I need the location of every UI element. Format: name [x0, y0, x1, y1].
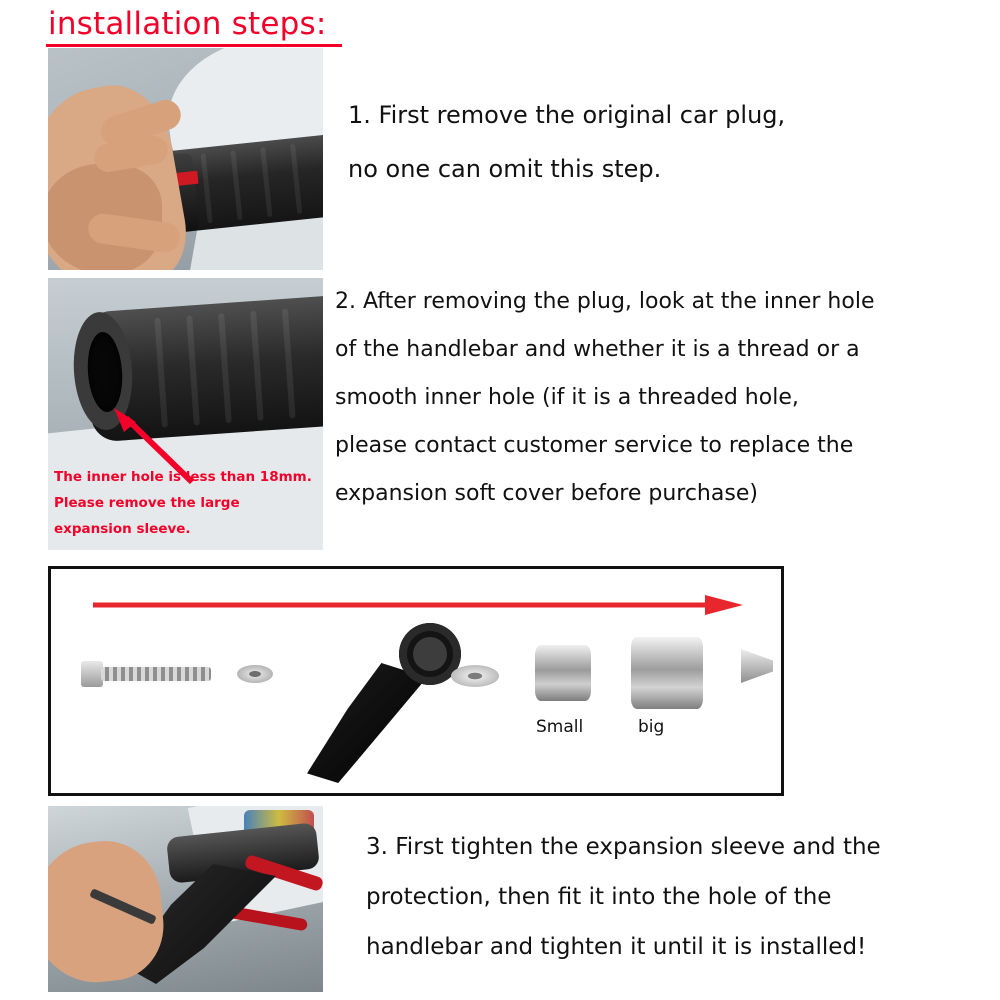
bolt-shaft [101, 667, 211, 681]
step-3-line-1: 3. First tighten the expansion sleeve and the [366, 834, 881, 860]
title-underline [46, 44, 342, 47]
step-2-line-4: please contact customer service to replace the [335, 433, 854, 458]
step-3-line-2: protection, then fit it into the hole of the [366, 884, 832, 910]
cone-nut [741, 649, 773, 683]
photo-install-on-bike [48, 806, 323, 992]
label-small-sleeve: Small [536, 717, 584, 737]
step-2-line-1: 2. After removing the plug, look at the inner hole [335, 289, 875, 314]
photo2-warning-note: The inner hole is less than 18mm. Please remove the large expansion sleeve. [54, 469, 312, 537]
step-2-line-5: expansion soft cover before purchase) [335, 481, 758, 506]
label-big-sleeve: big [638, 717, 665, 737]
step-3-text [366, 822, 976, 972]
page-title: installation steps: [48, 6, 327, 42]
step-1-text [348, 88, 968, 196]
lever-guard-arm [307, 663, 427, 783]
parts-diagram [48, 566, 784, 796]
small-washer [237, 665, 273, 683]
photo-remove-plug [48, 48, 323, 270]
assembly-order-arrow [93, 595, 743, 615]
small-expansion-sleeve [535, 645, 591, 701]
lever-guard-part [301, 623, 481, 783]
bolt-head [81, 661, 103, 687]
step-1-line-1: 1. First remove the original car plug, [348, 101, 786, 129]
photo-inner-hole [48, 278, 323, 550]
lever-guard-ring-hole [413, 637, 447, 671]
large-washer [451, 665, 499, 687]
step-3-line-3: handlebar and tighten it until it is installed! [366, 934, 867, 960]
big-expansion-sleeve [631, 637, 703, 709]
step-2-text [335, 278, 975, 518]
step-2-line-2: of the handlebar and whether it is a thread or a [335, 337, 860, 362]
step-1-line-2: no one can omit this step. [348, 155, 662, 183]
step-2-line-3: smooth inner hole (if it is a threaded hole, [335, 385, 799, 410]
